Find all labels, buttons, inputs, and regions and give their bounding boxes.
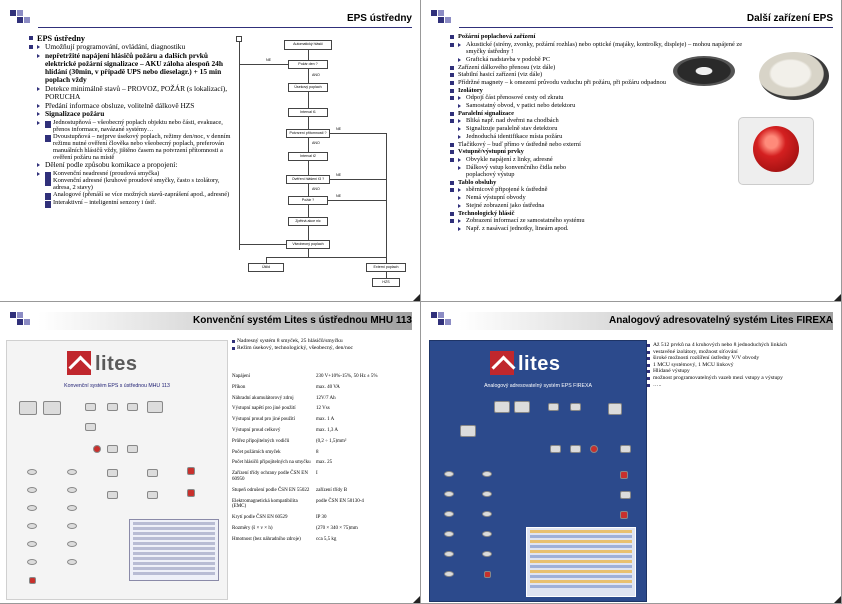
device	[107, 403, 118, 411]
list-item: Analogové (přenáší se více možných stavů-zaprášení apod., adresné)	[44, 191, 233, 198]
device	[85, 423, 96, 431]
detector-image	[759, 52, 829, 100]
decor-square	[438, 10, 444, 16]
list-item: Přídržné magnety – k omezení průvodu vzduchu při požáru, při požáru odpadnou	[449, 79, 837, 86]
detector	[27, 505, 37, 511]
spec-row	[232, 417, 418, 423]
flow-label: NE	[336, 173, 341, 177]
list-item: nepřetržité napájení hlásičů požáru a dalších prvků elektrické požární signalizace – AKU záloha alespoň 24h hlídání (30min, v případě UPS nebo dieselagr.) + 15 min poplach vždy	[36, 52, 233, 85]
device-panel	[514, 401, 530, 413]
flow-step: Všeobecný poplach	[286, 240, 330, 249]
spec-value: max. 1 A	[316, 417, 335, 423]
device	[620, 491, 631, 499]
device-panel	[494, 401, 510, 413]
list-item: Tlačítkový – buď přímo v ústředně nebo externí	[449, 141, 837, 148]
flow-step: Interval t1	[288, 108, 328, 117]
detector	[482, 511, 492, 517]
corner-marker	[413, 287, 420, 301]
spec-row	[232, 537, 418, 543]
control-software-screen	[129, 519, 219, 581]
spec-key: Hmotnost (bez náhradního zdroje)	[232, 536, 301, 542]
slide-title: EPS ústředny	[38, 10, 412, 28]
list-item: Jednoduchá identifikace místa požáru	[457, 133, 837, 140]
list-item: EPS ústředny	[28, 34, 233, 43]
list-item: Samostatný obvod, v patici nebo detektoru	[457, 102, 837, 109]
detector	[482, 491, 492, 497]
flow-decision: Potvrzení přítomnosti ?	[286, 129, 330, 138]
corner-marker	[834, 589, 841, 603]
flow-label: ANO	[312, 187, 320, 191]
device	[147, 469, 158, 477]
slide-title: Konvenční systém Lites s ústřednou MHU 113	[38, 312, 412, 330]
device	[85, 403, 96, 411]
flow-end: Úklid	[248, 263, 284, 272]
list-item: Režim úsekový, technologický, všeobecný, den/noc	[232, 345, 353, 352]
device	[147, 491, 158, 499]
decor-square	[445, 17, 451, 23]
decor-square	[438, 312, 444, 318]
flow-label: NE	[336, 127, 341, 131]
spec-row	[232, 526, 418, 532]
decor-square	[438, 319, 444, 325]
spec-key: Průřez připojitelných vodičů	[232, 438, 290, 444]
flow-label: NE	[266, 58, 271, 62]
list-item: Tablo obsluhy	[449, 179, 837, 186]
decor-square	[24, 319, 30, 325]
device	[107, 445, 118, 453]
device-pc	[147, 401, 163, 413]
list-item: možnost programovatelných vazeb mezi vstupy a výstupy	[647, 375, 837, 382]
detector	[27, 559, 37, 565]
list-item: Vstupně/výstupní prvky	[449, 148, 837, 155]
detector	[67, 523, 77, 529]
intro-bullets	[232, 338, 353, 352]
spec-value: zařízení třídy B	[316, 487, 348, 493]
list-item: Zobrazení informací ze samostatného systému	[457, 217, 837, 224]
spec-table	[232, 374, 418, 548]
detector	[67, 469, 77, 475]
device	[570, 403, 581, 411]
spec-key: Výstupní proud pro jiné použití	[232, 417, 296, 423]
manual-call-point	[484, 571, 491, 578]
lites-logo-icon	[67, 351, 91, 375]
spec-value: max. 25	[316, 460, 333, 466]
list-item: vestavěné izolátory, možnost síťování	[647, 349, 837, 356]
detector	[67, 487, 77, 493]
list-item: Předání informace obsluze, volitelně dálkově HZS	[36, 102, 233, 110]
spec-row	[232, 515, 418, 521]
detector	[27, 523, 37, 529]
device-red	[187, 467, 195, 475]
detector	[67, 541, 77, 547]
list-item: …..	[647, 382, 837, 389]
list-item: Dělení podle způsobu komikace a propojení:	[36, 161, 233, 169]
detector	[67, 505, 77, 511]
list-item: Stabilní hasicí zařízení (viz dále)	[449, 71, 837, 78]
flow-step: Úsekový poplach	[288, 83, 328, 92]
spec-key: Počet požárních smyček	[232, 449, 281, 455]
spec-row	[232, 499, 418, 511]
spec-row	[232, 385, 418, 391]
detector	[444, 551, 454, 557]
decor-square	[431, 312, 437, 318]
list-item: Grafická nadstavba v podobě PC	[457, 56, 837, 63]
device-red	[187, 489, 195, 497]
spec-value: IP 30	[316, 515, 327, 521]
spec-row	[232, 439, 418, 445]
spec-key: Krytí podle ČSN EN 60529	[232, 515, 288, 521]
flow-label: ANO	[312, 141, 320, 145]
siren-image	[739, 118, 813, 184]
spec-value: 12 Vss	[316, 406, 330, 412]
detector	[444, 491, 454, 497]
flow-decision: Požár den ?	[288, 60, 328, 69]
list-item: Dálkový vstup konvenčního čidla nebo poplachový výstup	[457, 164, 597, 179]
siren	[93, 445, 101, 453]
spec-key: Příkon	[232, 384, 246, 390]
decor-square	[10, 10, 16, 16]
flow-label: NE	[336, 194, 341, 198]
decor-square	[17, 17, 23, 23]
device	[107, 491, 118, 499]
slide-eps-ustredny	[0, 0, 421, 302]
spec-value: 230 V+10%-15%, 50 Hz ± 5%	[316, 374, 378, 379]
spec-value: max. 1,3 A	[316, 427, 338, 433]
detector	[444, 571, 454, 577]
list-item: Interaktivní – inteligentní senzory i ústř.	[44, 199, 233, 206]
list-item: Bliká např. nad dveřmi na chodbách	[457, 117, 837, 124]
flow-step: Interval t2	[288, 152, 328, 161]
spec-key: Zařízení třídy ochrany podle ČSN EN 60950	[232, 471, 308, 482]
list-item: Nadresný systém 8 smyček, 25 hlásičů/smyčku	[232, 338, 353, 345]
detector	[444, 511, 454, 517]
flowchart	[236, 36, 418, 290]
list-item: Až 512 prvků na 4 kruhových nebo 8 jednoduchých linkách	[647, 342, 837, 349]
decor-square	[17, 10, 23, 16]
decor-square	[24, 17, 30, 23]
spec-key: Rozměry (š × v × h)	[232, 525, 273, 531]
spec-row	[232, 374, 418, 380]
list-item: sběrnicově připojené k ústředně	[457, 186, 837, 193]
list-item: Odpojí část přenosové cesty od zkratu	[457, 94, 837, 101]
device-red	[620, 511, 628, 519]
slide-analogovy-system	[421, 302, 842, 604]
list-item: Jednostupňová – všeobecný poplach objektu nebo části, evakuace, přenos informace, navázané systémy…	[44, 119, 233, 133]
list-item: Nemá výstupní obvody	[457, 194, 837, 201]
slide-title: Analogový adresovatelný systém Lites FIREXA	[459, 312, 833, 330]
spec-value: 8	[316, 449, 319, 455]
spec-value: podle ČSN EN 50130-4	[316, 498, 364, 504]
flow-start: Automatický hlásič	[284, 40, 332, 50]
decor-square	[438, 17, 444, 23]
spec-key: Výstupní proud celkový	[232, 427, 281, 433]
detector	[27, 469, 37, 475]
list-item: Konvenční neadresné (proudová smyčka)	[44, 170, 233, 177]
spec-row	[232, 450, 418, 456]
spec-key: Stupeň odrušení podle ČSN EN 55022	[232, 487, 310, 493]
list-item: Zařízení dálkového přenosu (viz dále)	[449, 64, 837, 71]
detector	[482, 531, 492, 537]
spec-value: (270 × 340 × 75)mm	[316, 525, 358, 531]
flow-end: HZS	[372, 278, 400, 287]
decor-square	[10, 312, 16, 318]
list-item: Dvoustupňová – nejprve úsekový poplach, režimy den/noc, v denním režimu nutné ověření člověka nebo všeobecný poplach, preferován manuálních hlásičů vždy, jištěno časem na potvrzení přítomnosti a ověření požáru na místě	[44, 133, 233, 161]
list-item: 1 MCU systémový, 1 MCU linkový	[647, 362, 837, 369]
decor-square	[445, 319, 451, 325]
device	[620, 445, 631, 453]
detector	[67, 559, 77, 565]
spec-value: max. 40 VA	[316, 384, 340, 390]
slide-title: Další zařízení EPS	[459, 10, 833, 28]
list-item: Signalizace požáru	[36, 110, 233, 118]
corner-marker	[834, 287, 841, 301]
magnet-image	[673, 56, 735, 86]
list-item: Požární poplachová zařízení	[449, 33, 837, 40]
device-panel	[19, 401, 37, 415]
detector	[482, 551, 492, 557]
slide-dalsi-zarizeni	[421, 0, 842, 302]
spec-key: Napájení	[232, 374, 251, 379]
list-item: Stejné zobrazení jako ústředna	[457, 202, 837, 209]
spec-row	[232, 471, 418, 483]
spec-key: Náhradní akumulátorový zdroj	[232, 395, 294, 401]
device	[127, 445, 138, 453]
device	[570, 445, 581, 453]
detector	[444, 471, 454, 477]
lites-logo: lites	[95, 353, 138, 375]
list-item: Např. z nasávací jednotky, lineárn apod.	[457, 225, 837, 232]
spec-row	[232, 428, 418, 434]
system-diagram	[6, 340, 228, 600]
corner-marker	[413, 589, 420, 603]
spec-row	[232, 396, 418, 402]
manual-call-point	[29, 577, 36, 584]
device-panel	[460, 425, 476, 437]
slide-body	[28, 34, 233, 206]
control-software-screen	[526, 527, 636, 597]
list-item: Technologický hlásič	[449, 210, 837, 217]
spec-row	[232, 488, 418, 494]
list-item: Obvykle napájení z linky, adresné	[457, 156, 837, 163]
flow-decision: Požár ?	[288, 196, 328, 205]
spec-value: I	[316, 471, 318, 477]
list-item: Detekce minimálně stavů – PROVOZ, POŽÁR (s lokalizací), PORUCHA	[36, 85, 233, 101]
diagram-subtitle: Analogový adresovatelný systém EPS FIREXA	[484, 383, 592, 389]
spec-value: 12V/7 Ah	[316, 395, 336, 401]
siren	[590, 445, 598, 453]
device	[107, 469, 118, 477]
siren-beacon	[753, 126, 799, 172]
spec-row	[232, 406, 418, 412]
decor-square	[17, 319, 23, 325]
feature-list	[647, 342, 837, 388]
device	[548, 403, 559, 411]
diagram-subtitle: Konvenční systém EPS s ústřednou MHU 113	[64, 383, 170, 389]
device-red	[620, 471, 628, 479]
detector	[27, 487, 37, 493]
slide-konvencni-system	[0, 302, 421, 604]
list-item: Paralelní signalizace	[449, 110, 837, 117]
list-item: Izolátory	[449, 87, 837, 94]
spec-row	[232, 460, 418, 466]
detector	[27, 541, 37, 547]
spec-key: Počet hlásičů připojitelných na smyčku	[232, 460, 311, 466]
flow-step: Externí poplach	[366, 263, 406, 272]
flow-decision: Ověření hlášení t3 ?	[286, 175, 330, 184]
device-pc	[608, 403, 622, 415]
lites-logo: lites	[518, 353, 561, 375]
spec-key: Elektromagnetická kompatibilita (EMC)	[232, 498, 298, 510]
detector	[444, 531, 454, 537]
list-item: Hlídané výstupy	[647, 368, 837, 375]
list-item: Akustické (sirény, zvonky, požární rozhlas) nebo optické (majáky, kontrolky, displeje) – mohou napájené ze smyčky ústředny !	[457, 41, 757, 56]
detector	[482, 471, 492, 477]
flow-step: Zpětná akce nic	[288, 217, 328, 226]
spec-key: Výstupní napětí pro jiné použití	[232, 406, 296, 412]
spec-value: (0,2 ÷ 1,5)mm²	[316, 438, 347, 444]
list-item: Signalizuje paralelně stav detektoru	[457, 125, 837, 132]
decor-square	[17, 312, 23, 318]
decor-square	[431, 10, 437, 16]
flow-label: ANO	[312, 73, 320, 77]
spec-value: cca 5,5 kg	[316, 536, 337, 542]
device	[550, 445, 561, 453]
list-item: Konvenční adresné (kruhové proudové smyčky, často s izolátory, adresa, 2 stavy)	[44, 177, 233, 191]
list-item: široké možnosti rozšíření ústředny V/V obvody	[647, 355, 837, 362]
list-item: Umožňují programování, ovládání, diagnostiku	[36, 43, 233, 51]
system-diagram	[429, 340, 647, 602]
lites-logo-icon	[490, 351, 514, 375]
device	[127, 403, 138, 411]
device-panel	[43, 401, 61, 415]
